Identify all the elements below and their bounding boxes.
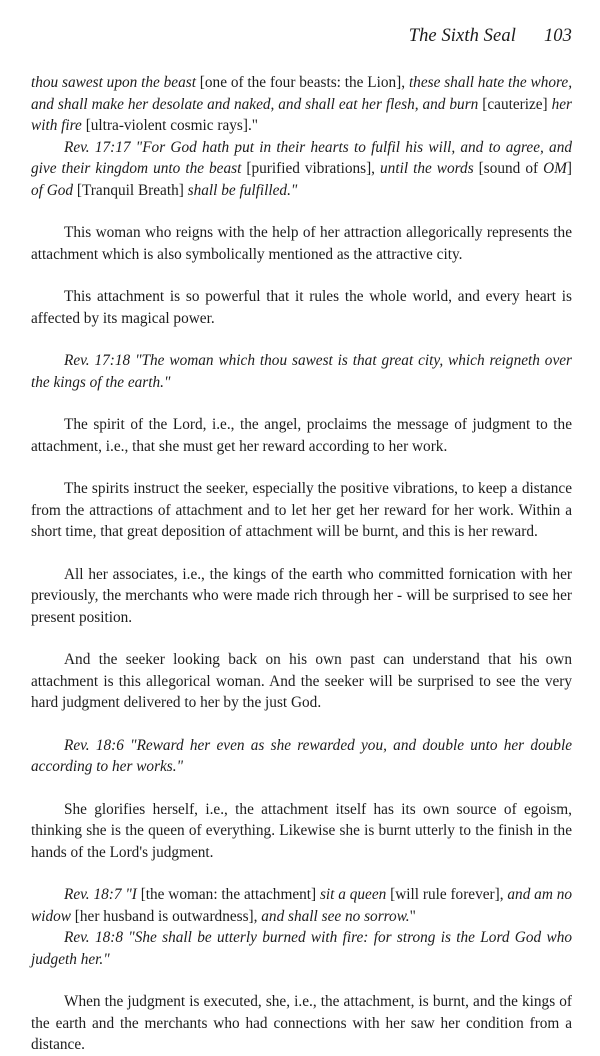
text-run: This attachment is so powerful that it rules the whole world, and every heart is affected by its magical power.: [31, 288, 572, 327]
text-run: OM: [543, 160, 567, 177]
text-run: and shall see no sorrow.: [261, 907, 410, 925]
text-run: [her husband is outwardness],: [74, 907, 262, 925]
paragraph-p4: [31, 286, 572, 329]
paragraph-p8: [31, 564, 572, 629]
paragraph-p6: [31, 414, 572, 457]
paragraph-p7: [31, 478, 572, 543]
running-header: [409, 26, 572, 47]
text-run: thou sawest upon the beast: [31, 74, 200, 91]
paragraph-p14: [31, 991, 572, 1056]
paragraph-p1: [31, 72, 572, 137]
text-run: [cauterize]: [482, 95, 552, 113]
text-run: ]: [566, 160, 573, 177]
text-run: ": [409, 907, 416, 925]
text-run: All her associates, i.e., the kings of the earth who committed fornication with her previously, the merchants who were made rich through her - will be surprised to see her present position.: [31, 565, 572, 626]
text-run: until the words: [380, 160, 479, 177]
text-run: Rev. 18:7 "I: [64, 886, 141, 903]
text-run: [sound of: [478, 160, 544, 177]
text-run: these shall hate the whore, and shall make her desolate and naked, and shall eat her flesh, and burn: [31, 74, 573, 113]
text-run: The spirit of the Lord, i.e., the angel, proclaims the message of judgment to the attachment, i.e., that she must get her reward according to her work.: [31, 416, 572, 455]
text-run: This woman who reigns with the help of her attraction allegorically represents the attachment which is also symbolically mentioned as the attractive city.: [31, 224, 572, 263]
text-run: She glorifies herself, i.e., the attachment itself has its own source of egoism, thinking she is the queen of everything. Likewise she is burnt utterly to the finish in the hands of the Lord's judgment.: [31, 800, 572, 861]
running-title: The Sixth Seal: [408, 26, 516, 46]
text-run: [Tranquil Breath]: [76, 181, 188, 199]
text-run: When the judgment is executed, she, i.e., the attachment, is burnt, and the kings of the earth and the merchants who had connections with her saw her condition from a distance.: [31, 993, 572, 1053]
text-run: Rev. 18:6 "Reward her even as she rewarded you, and double unto her double according to her works.": [31, 736, 572, 775]
paragraph-p10: [31, 735, 572, 778]
text-run: [purified vibrations],: [246, 160, 381, 177]
paragraph-p11: [31, 799, 572, 864]
paragraph-p9: [31, 649, 572, 714]
text-run: Rev. 17:17 "For God hath put in their hearts to fulfil his will, and to agree, and give their kingdom unto the beast: [31, 138, 572, 177]
text-run: Rev. 18:8 "She shall be utterly burned with fire: for strong is the Lord God who judgeth her.": [31, 929, 572, 968]
paragraph-p2: [31, 137, 572, 202]
text-run: sit a queen: [319, 886, 391, 903]
text-run: [will rule forever],: [390, 886, 508, 903]
text-run: Rev. 17:18 "The woman which thou sawest is that great city, which reigneth over the kings of the earth.": [31, 352, 572, 391]
text-run: [ultra-violent cosmic rays].": [85, 117, 259, 134]
paragraph-p12: [31, 884, 572, 927]
paragraph-p13: [31, 927, 572, 970]
paragraph-p3: [31, 222, 572, 265]
paragraph-p5: [31, 350, 572, 393]
text-run: of God: [31, 181, 77, 199]
text-run: [one of the four beasts: the Lion],: [199, 74, 409, 91]
page-body: [31, 72, 572, 1056]
page-number: 103: [543, 26, 572, 46]
text-run: shall be fulfilled.": [187, 181, 298, 199]
text-run: And the seeker looking back on his own past can understand that his own attachment is this allegorical woman. And the seeker will be surprised to see the very hard judgment delivered to her by the just God.: [31, 651, 572, 711]
text-run: [the woman: the attachment]: [140, 886, 320, 903]
text-run: The spirits instruct the seeker, especially the positive vibrations, to keep a distance from the attractions of attachment and to let her get her reward for her work. Within a short time, that great deposition of attachment will be burnt, and this is her reward.: [31, 480, 572, 540]
text-run: her with fire: [31, 95, 572, 134]
text-run: and am no widow: [31, 886, 572, 925]
